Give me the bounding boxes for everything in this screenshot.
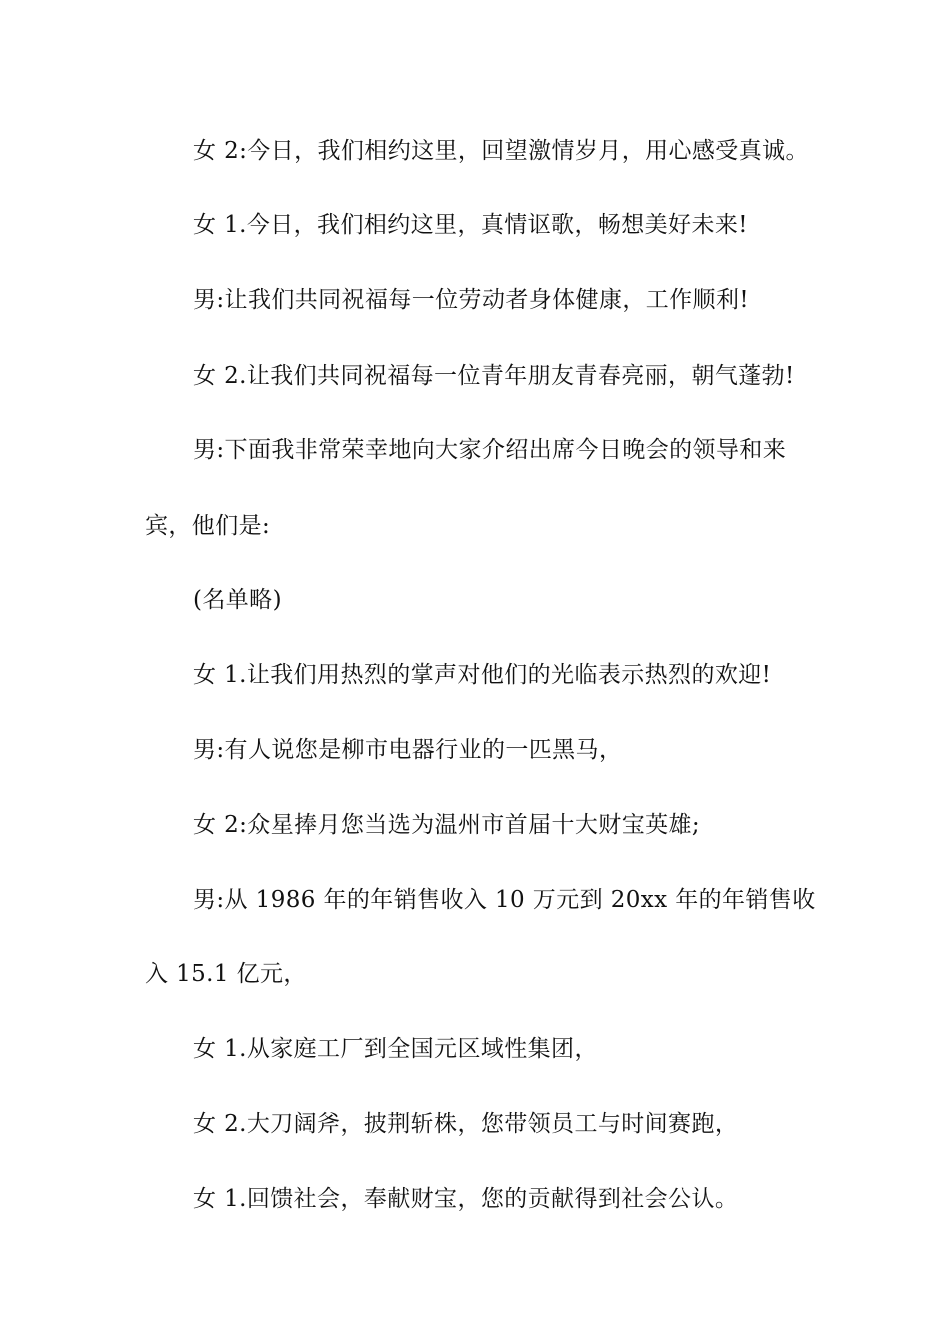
paragraph-line: 女 1.让我们用热烈的掌声对他们的光临表示热烈的欢迎! xyxy=(193,662,772,688)
paragraph-line: (名单略) xyxy=(193,587,282,613)
paragraph-line: 女 2:众星捧月您当选为温州市首届十大财宝英雄; xyxy=(193,812,701,838)
paragraph-line: 女 1.今日，我们相约这里，真情讴歌，畅想美好未来! xyxy=(193,212,748,238)
paragraph-line: 男:下面我非常荣幸地向大家介绍出席今日晚会的领导和来 xyxy=(193,437,787,463)
paragraph-line: 女 1.回馈社会，奉献财宝，您的贡献得到社会公认。 xyxy=(193,1186,739,1212)
paragraph-line-continuation: 宾，他们是: xyxy=(145,513,271,539)
paragraph-line: 女 2:今日，我们相约这里，回望激情岁月，用心感受真诚。 xyxy=(193,138,809,164)
paragraph-line: 男:从 1986 年的年销售收入 10 万元到 20xx 年的年销售收 xyxy=(193,887,816,913)
paragraph-line: 女 1.从家庭工厂到全国元区域性集团， xyxy=(193,1036,598,1062)
paragraph-line-continuation: 入 15.1 亿元， xyxy=(145,961,307,987)
paragraph-line: 男:有人说您是柳市电器行业的一匹黑马， xyxy=(193,737,623,763)
paragraph-line: 女 2.大刀阔斧，披荆斩株，您带领员工与时间赛跑， xyxy=(193,1111,739,1137)
paragraph-line: 男:让我们共同祝福每一位劳动者身体健康，工作顺利! xyxy=(193,287,749,313)
paragraph-line: 女 2.让我们共同祝福每一位青年朋友青春亮丽，朝气蓬勃! xyxy=(193,363,795,389)
